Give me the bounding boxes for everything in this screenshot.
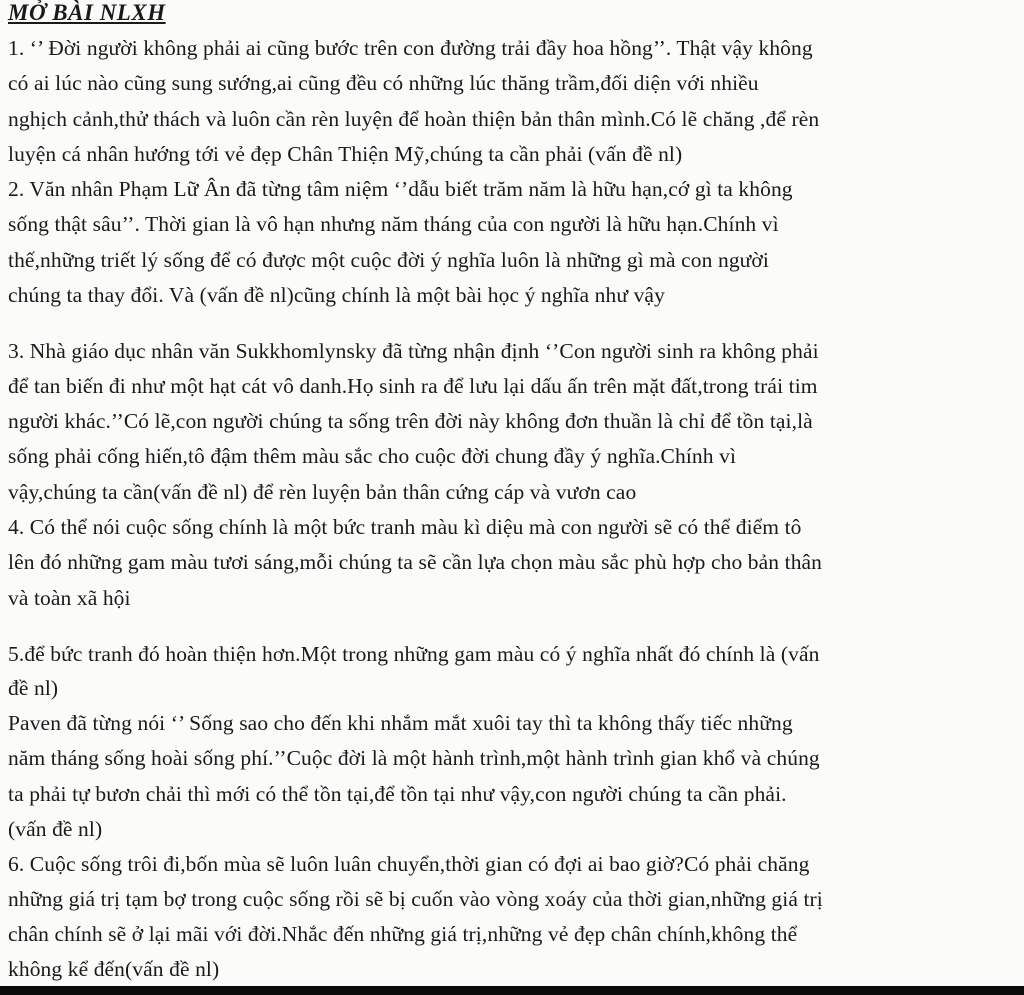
text-line-23: 6. Cuộc sống trôi đi,bốn mùa sẽ luôn luân chuyển,thời gian có đợi ai bao giờ?Có phải chăng [8, 852, 810, 876]
text-line-24: những giá trị tạm bợ trong cuộc sống rồi sẽ bị cuốn vào vòng xoáy của thời gian,những giá trị [8, 887, 823, 911]
text-line-20: năm tháng sống hoài sống phí.’’Cuộc đời là một hành trình,một hành trình gian khổ và chúng [8, 746, 820, 770]
text-line-5: 2. Văn nhân Phạm Lữ Ân đã từng tâm niệm ‘’dẫu biết trăm năm là hữu hạn,cớ gì ta không [8, 177, 793, 201]
text-line-1: 1. ‘’ Đời người không phải ai cũng bước trên con đường trải đầy hoa hồng’’. Thật vậy không [8, 36, 813, 60]
text-line-13: vậy,chúng ta cần(vấn đề nl) để rèn luyện bản thân cứng cáp và vươn cao [8, 480, 637, 504]
text-line-6: sống thật sâu’’. Thời gian là vô hạn nhưng năm tháng của con người là hữu hạn.Chính vì [8, 212, 779, 236]
text-line-17: 5.để bức tranh đó hoàn thiện hơn.Một trong những gam màu có ý nghĩa nhất đó chính là (vấn [8, 642, 820, 666]
text-line-8: chúng ta thay đổi. Và (vấn đề nl)cũng chính là một bài học ý nghĩa như vậy [8, 283, 665, 307]
text-line-7: thế,những triết lý sống để có được một cuộc đời ý nghĩa luôn là những gì mà con người [8, 248, 769, 272]
text-line-14: 4. Có thể nói cuộc sống chính là một bức tranh màu kì diệu mà con người sẽ có thể điểm tô [8, 515, 802, 539]
document-title: MỞ BÀI NLXH [8, 0, 166, 25]
text-line-10: để tan biến đi như một hạt cát vô danh.Họ sinh ra để lưu lại dấu ấn trên mặt đất,trong trái tim [8, 374, 818, 398]
text-line-4: luyện cá nhân hướng tới vẻ đẹp Chân Thiện Mỹ,chúng ta cần phải (vấn đề nl) [8, 142, 683, 166]
text-line-21: ta phải tự bươn chải thì mới có thể tồn tại,để tồn tại như vậy,con người chúng ta cần phải. [8, 782, 787, 806]
bottom-border [0, 986, 1024, 995]
text-line-12: sống phải cống hiến,tô đậm thêm màu sắc cho cuộc đời chung đầy ý nghĩa.Chính vì [8, 444, 737, 468]
text-line-15: lên đó những gam màu tươi sáng,mỗi chúng ta sẽ cần lựa chọn màu sắc phù hợp cho bản thân [8, 550, 823, 574]
text-line-9: 3. Nhà giáo dục nhân văn Sukkhomlynsky đã từng nhận định ‘’Con người sinh ra không phải [8, 339, 819, 363]
text-line-3: nghịch cảnh,thử thách và luôn cần rèn luyện để hoàn thiện bản thân mình.Có lẽ chăng ,để rèn [8, 107, 820, 131]
text-line-22: (vấn đề nl) [8, 817, 103, 841]
text-line-26: không kể đến(vấn đề nl) [8, 957, 220, 981]
text-line-11: người khác.’’Có lẽ,con người chúng ta sống trên đời này không đơn thuần là chỉ để tồn tại,là [8, 409, 813, 433]
text-line-2: có ai lúc nào cũng sung sướng,ai cũng đều có những lúc thăng trầm,đối diện với nhiều [8, 71, 759, 95]
text-line-18: đề nl) [8, 676, 59, 700]
text-line-25: chân chính sẽ ở lại mãi với đời.Nhắc đến những giá trị,những vẻ đẹp chân chính,không thể [8, 922, 798, 946]
text-line-19: Paven đã từng nói ‘’ Sống sao cho đến khi nhắm mắt xuôi tay thì ta không thấy tiếc những [8, 711, 793, 735]
text-line-16: và toàn xã hội [8, 586, 131, 610]
